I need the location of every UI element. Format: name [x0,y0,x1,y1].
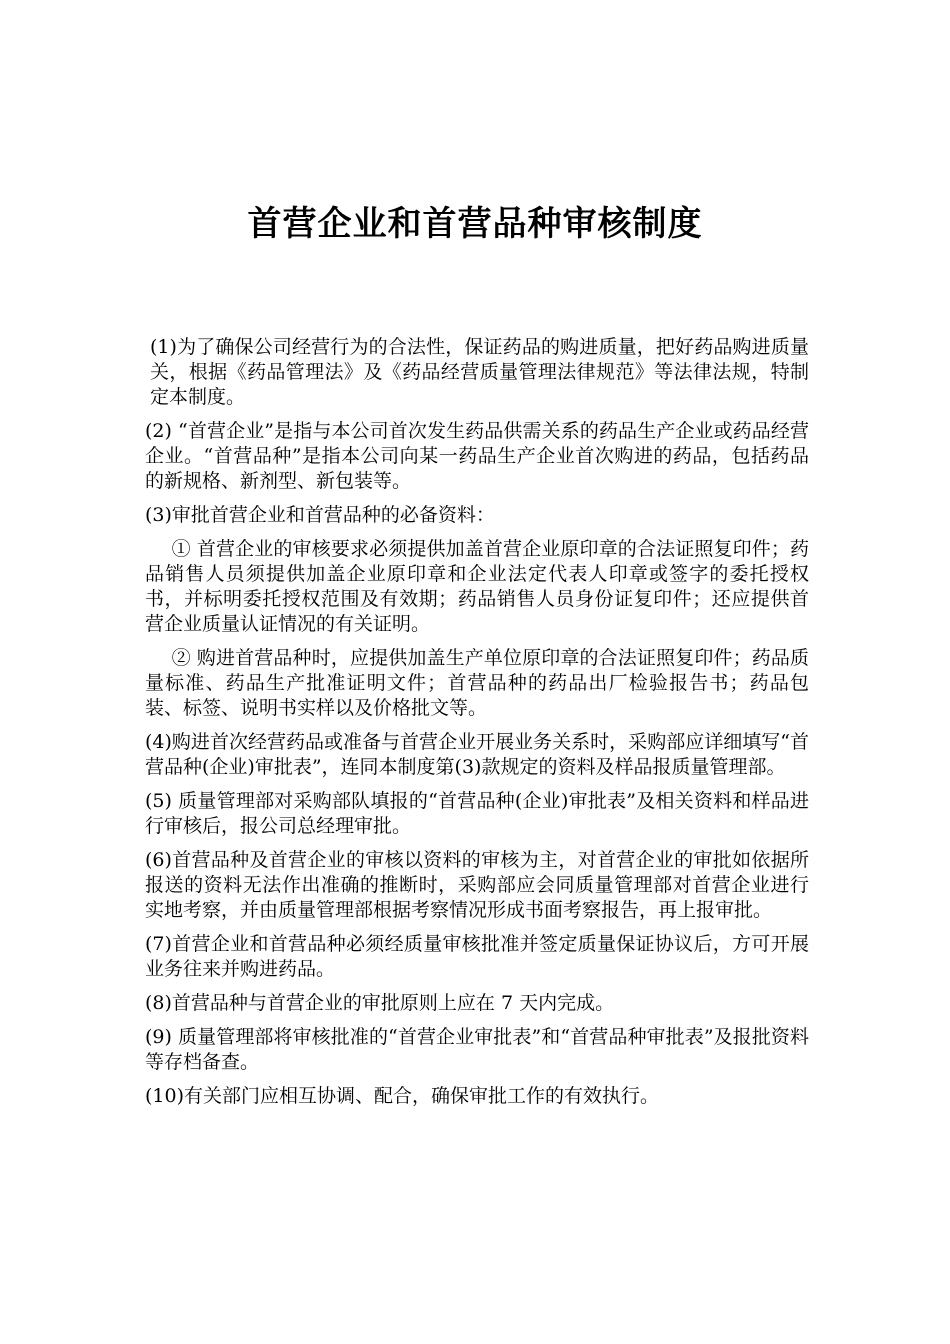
paragraph-3-item-2: ② 购进首营品种时，应提供加盖生产单位原印章的合法证照复印件；药品质量标准、药品生产批准证明文件；首营品种的药品出厂检验报告书；药品包装、标签、说明书实样以及价格批文等。 [145,647,809,719]
paragraph-1: (1)为了确保公司经营行为的合法性，保证药品的购进质量，把好药品购进质量关，根据《药品管理法》及《药品经营质量管理法律规范》等法律法规，特制定本制度。 [150,336,809,408]
paragraph-2: (2) “首营企业”是指与本公司首次发生药品供需关系的药品生产企业或药品经营企业。“首营品种”是指本公司向某一药品生产企业首次购进的药品，包括药品的新规格、新剂型、新包装等。 [145,420,809,492]
paragraph-8: (8)首营品种与首营企业的审批原则上应在 7 天内完成。 [145,992,615,1014]
paragraph-3: (3)审批首营企业和首营品种的必备资料： [145,504,495,526]
document-title: 首营企业和首营品种审核制度 [247,204,703,244]
paragraph-4: (4)购进首次经营药品或准备与首营企业开展业务关系时，采购部应详细填写“首营品种(企业)审批表”，连同本制度第(3)款规定的资料及样品报质量管理部。 [145,731,809,778]
paragraph-5: (5) 质量管理部对采购部队填报的“首营品种(企业)审批表”及相关资料和样品进行审核后，报公司总经理审批。 [145,790,809,837]
paragraph-7: (7)首营企业和首营品种必须经质量审核批准并签定质量保证协议后，方可开展业务往来并购进药品。 [145,933,809,980]
paragraph-3-item-1: ① 首营企业的审核要求必须提供加盖首营企业原印章的合法证照复印件；药品销售人员须提供加盖企业原印章和企业法定代表人印章或签字的委托授权书，并标明委托授权范围及有效期；药品销售人员身份证复印件；还应提供首营企业质量认证情况的有关证明。 [145,538,809,635]
paragraph-6: (6)首营品种及首营企业的审核以资料的审核为主，对首营企业的审批如依据所报送的资料无法作出准确的推断时，采购部应会同质量管理部对首营企业进行实地考察，并由质量管理部根据考察情况形成书面考察报告，再上报审批。 [145,849,809,921]
paragraph-10: (10)有关部门应相互协调、配合，确保审批工作的有效执行。 [145,1085,660,1107]
document-body [145,335,809,1118]
paragraph-9: (9) 质量管理部将审核批准的“首营企业审批表”和“首营品种审批表”及报批资料等存档备查。 [145,1026,809,1073]
